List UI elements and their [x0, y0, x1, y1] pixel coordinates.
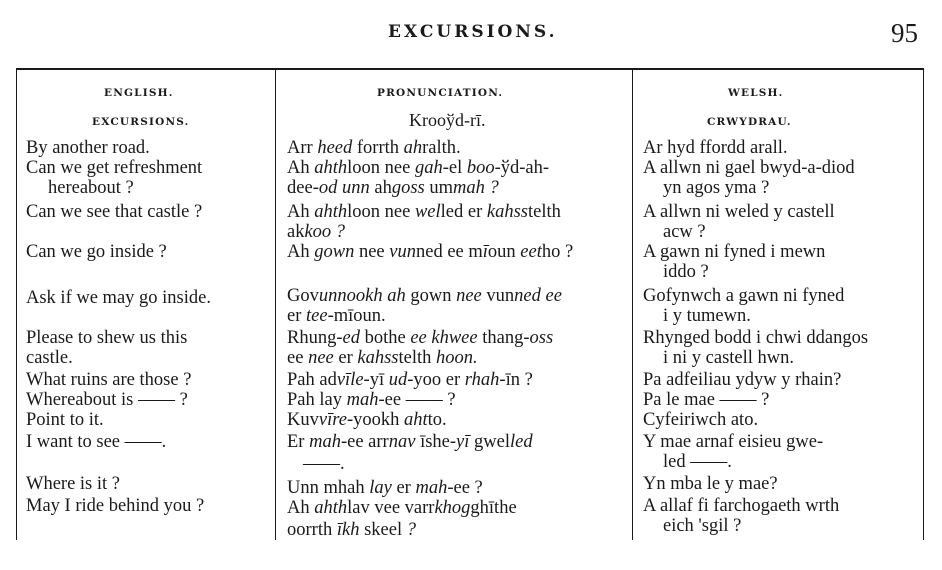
welsh-line: Gofynwch a gawn ni fyned [643, 286, 845, 306]
pronunciation-line [287, 328, 553, 348]
syllable: er [391, 478, 416, 498]
stressed-syllable: nav [388, 432, 421, 452]
pronunciation-line [287, 286, 562, 306]
syllable: Gov [287, 286, 319, 306]
stressed-syllable: mah [309, 432, 341, 452]
english-line: Point to it. [26, 410, 104, 430]
stressed-syllable: tee [306, 306, 328, 326]
syllable: -yookh [346, 410, 404, 430]
welsh-line: i ni y castell hwn. [663, 348, 795, 368]
welsh-line: Ar hyd ffordd arall. [643, 138, 788, 158]
stressed-syllable: khog [434, 498, 471, 518]
stressed-syllable: vun [389, 242, 416, 262]
english-line: May I ride behind you ? [26, 496, 205, 516]
stressed-syllable: vīle [336, 370, 364, 390]
syllable: ee [287, 348, 309, 368]
syllable: loon nee [347, 202, 415, 222]
english-subheading: EXCURSIONS. [92, 116, 190, 128]
syllable: -ee arr [340, 432, 389, 452]
stressed-syllable: ee khwee [405, 328, 483, 348]
syllable: -ee —— ? [378, 390, 456, 410]
syllable: dee [287, 178, 313, 198]
welsh-line: Cyfeiriwch ato. [643, 410, 759, 430]
syllable: Pah ad [287, 370, 337, 390]
stressed-syllable: gah [414, 158, 443, 178]
welsh-line: eich 'sgil ? [663, 516, 742, 536]
stressed-syllable: īkh [336, 520, 365, 540]
syllable: oun [487, 242, 521, 262]
stressed-syllable: lay [369, 478, 392, 498]
syllable: led er [440, 202, 487, 222]
english-line: castle. [26, 348, 73, 368]
pronunciation-line [287, 498, 517, 518]
stressed-syllable: vīre [318, 410, 347, 430]
syllable: Pah lay [287, 390, 347, 410]
column-divider-2 [632, 68, 633, 540]
stressed-syllable: mah ? [453, 178, 499, 198]
stressed-syllable: ud [388, 370, 408, 390]
stressed-syllable: -yī [449, 432, 475, 452]
syllable: vun [486, 286, 515, 306]
stressed-syllable: nee [451, 286, 487, 306]
stressed-syllable: mah [415, 478, 448, 498]
english-line: Where is it ? [26, 474, 120, 494]
pronunciation-line [287, 432, 533, 452]
stressed-syllable: koo ? [304, 222, 346, 242]
welsh-line: A allwn ni gael bwyd-a-diod [643, 158, 855, 178]
welsh-line: A allaf fi farchogaeth wrth [643, 496, 840, 516]
syllable: um [429, 178, 453, 198]
syllable: Unn mhah [287, 478, 370, 498]
column-divider-1 [275, 68, 276, 540]
pronunciation-line [287, 390, 456, 410]
pronunciation-line [287, 138, 461, 158]
syllable: loon nee [347, 158, 415, 178]
welsh-line: A gawn ni fyned i mewn [643, 242, 826, 262]
syllable: gwel [474, 432, 510, 452]
english-line: Please to shew us this [26, 328, 188, 348]
english-heading: ENGLISH. [104, 87, 174, 99]
syllable: telth [398, 348, 437, 368]
syllable: ho ? [541, 242, 574, 262]
stressed-syllable: rhah [464, 370, 500, 390]
syllable: ned ee m [416, 242, 483, 262]
syllable: -mīoun. [327, 306, 386, 326]
welsh-subheading: CRWYDRAU. [707, 116, 792, 128]
syllable: Ah [287, 498, 315, 518]
stressed-syllable: kahss [486, 202, 529, 222]
welsh-line: iddo ? [663, 262, 709, 282]
pronunciation-subheading: Krooўd-rī. [409, 110, 486, 130]
stressed-syllable: boo [466, 158, 495, 178]
syllable: īshe [420, 432, 450, 452]
syllable: bothe [364, 328, 406, 348]
table-top-rule [16, 68, 924, 70]
syllable: ——. [303, 454, 345, 474]
pronunciation-line [287, 306, 386, 326]
syllable: Kuv [287, 410, 319, 430]
stressed-syllable: -oss [523, 328, 554, 348]
syllable: thang [482, 328, 524, 348]
welsh-line: Yn mba le y mae? [643, 474, 778, 494]
syllable: -yoo er [407, 370, 465, 390]
syllable: telth [528, 202, 561, 222]
stressed-syllable: -od unn [312, 178, 375, 198]
syllable: Ah [287, 242, 315, 262]
syllable: Rhung [287, 328, 337, 348]
syllable: ah [374, 178, 392, 198]
welsh-line: i y tumewn. [663, 306, 751, 326]
welsh-line: acw ? [663, 222, 706, 242]
stressed-syllable: mah [346, 390, 379, 410]
syllable: forrth [352, 138, 404, 158]
syllable: ralth. [422, 138, 461, 158]
english-line: Can we go inside ? [26, 242, 167, 262]
pronunciation-line [287, 242, 573, 262]
syllable: Er [287, 432, 310, 452]
syllable: er [287, 306, 306, 326]
welsh-line: led ——. [663, 452, 732, 472]
welsh-line: yn agos yma ? [663, 178, 770, 198]
english-line: Can we see that castle ? [26, 202, 203, 222]
syllable: lav vee varr [347, 498, 435, 518]
pronunciation-line [287, 348, 478, 368]
english-line: hereabout ? [48, 178, 134, 198]
welsh-line: Rhynged bodd i chwi ddangos [643, 328, 869, 348]
english-line: Ask if we may go inside. [26, 288, 211, 308]
pronunciation-line [287, 520, 416, 540]
stressed-syllable: goss [391, 178, 430, 198]
stressed-syllable: ī [482, 242, 488, 262]
syllable: -yī [363, 370, 389, 390]
stressed-syllable: eet [520, 242, 542, 262]
syllable: to. [427, 410, 447, 430]
english-line: What ruins are those ? [26, 370, 192, 390]
english-line: I want to see ——. [26, 432, 167, 452]
stressed-syllable: ah [403, 138, 423, 158]
pronunciation-line [287, 178, 499, 198]
syllable: er [333, 348, 358, 368]
english-line: By another road. [26, 138, 150, 158]
stressed-syllable: ? [402, 520, 416, 540]
english-line: Can we get refreshment [26, 158, 203, 178]
pronunciation-line [287, 222, 345, 242]
welsh-line: Pa le mae —— ? [643, 390, 770, 410]
welsh-line: Pa adfeiliau ydyw y rhain? [643, 370, 842, 390]
pronunciation-line [287, 410, 447, 430]
pronunciation-line [287, 370, 533, 390]
running-head: EXCURSIONS. [388, 22, 558, 42]
english-line: Whereabout is —— ? [26, 390, 188, 410]
pronunciation-line [287, 158, 549, 178]
stressed-syllable: ahth [314, 158, 348, 178]
syllable: Ah [287, 202, 315, 222]
table-right-border [923, 68, 924, 540]
welsh-line: A allwn ni weled y castell [643, 202, 835, 222]
syllable: ak [287, 222, 305, 242]
syllable: -īn ? [499, 370, 533, 390]
syllable: -el [442, 158, 467, 178]
syllable: oorrth [287, 520, 337, 540]
syllable: Arr [287, 138, 318, 158]
syllable: -ee ? [447, 478, 483, 498]
pronunciation-line [303, 454, 345, 474]
table-left-border [16, 68, 17, 540]
syllable: nee [354, 242, 390, 262]
pronunciation-line [287, 478, 483, 498]
stressed-syllable: heed [317, 138, 353, 158]
stressed-syllable: wel [414, 202, 441, 222]
stressed-syllable: -ed [336, 328, 365, 348]
syllable: ghīthe [470, 498, 517, 518]
stressed-syllable: ned ee [514, 286, 562, 306]
syllable: gown [410, 286, 452, 306]
welsh-heading: WELSH. [728, 87, 784, 99]
syllable: skeel [364, 520, 403, 540]
pronunciation-line [287, 202, 561, 222]
syllable: Ah [287, 158, 315, 178]
welsh-line: Y mae arnaf eisieu gwe- [643, 432, 824, 452]
stressed-syllable: nee [308, 348, 334, 368]
page-number: 95 [891, 18, 918, 48]
stressed-syllable: ahth [314, 202, 348, 222]
syllable: -ўd-ah- [494, 158, 550, 178]
stressed-syllable: gown [314, 242, 355, 262]
stressed-syllable: hoon. [436, 348, 478, 368]
stressed-syllable: kahss [357, 348, 399, 368]
stressed-syllable: ahth [314, 498, 348, 518]
stressed-syllable: aht [404, 410, 428, 430]
pronunciation-heading: PRONUNCIATION. [377, 87, 504, 99]
stressed-syllable: led [509, 432, 533, 452]
stressed-syllable: unnookh ah [318, 286, 411, 306]
